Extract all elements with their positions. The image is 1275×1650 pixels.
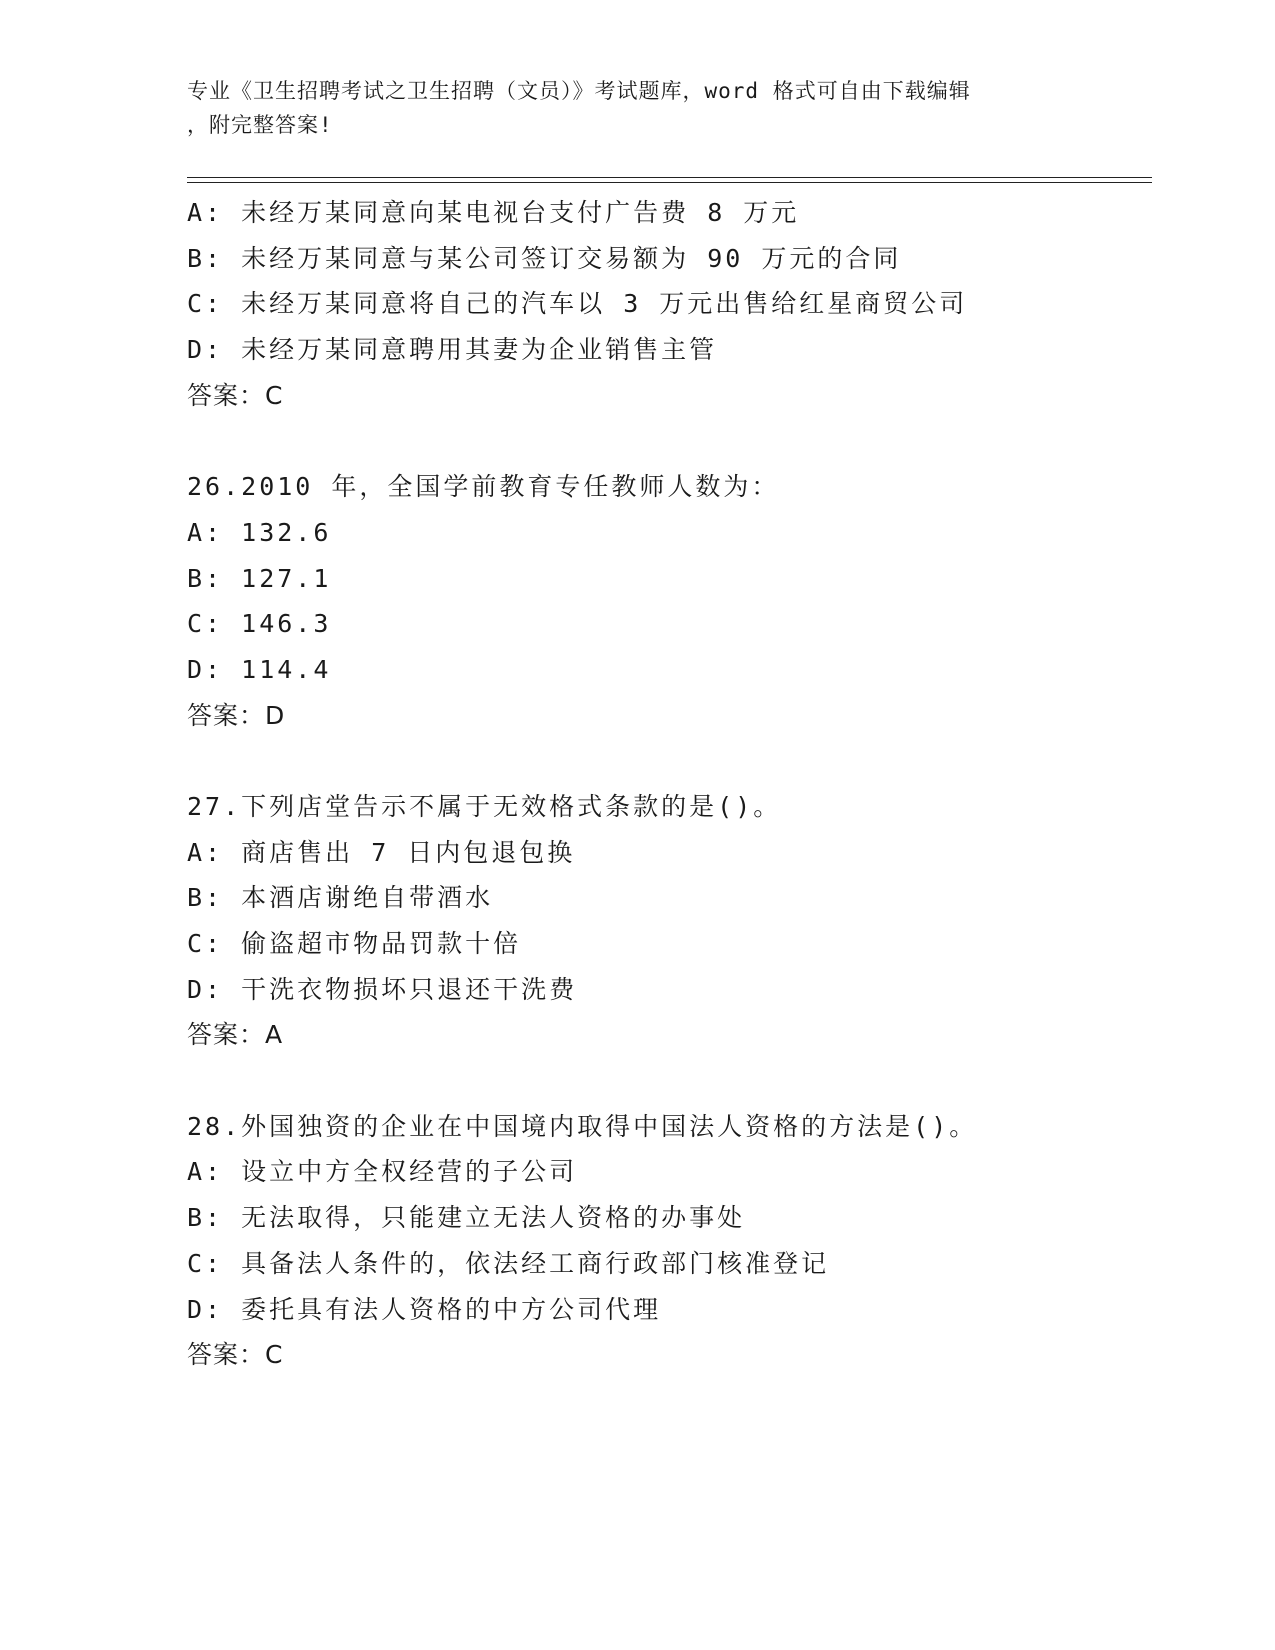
option-b: B: 未经万某同意与某公司签订交易额为 90 万元的合同 <box>187 243 902 273</box>
option-c: C: 未经万某同意将自己的汽车以 3 万元出售给红星商贸公司 <box>187 289 968 319</box>
spacer <box>187 738 1147 784</box>
question-stem: 28.外国独资的企业在中国境内取得中国法人资格的方法是()。 <box>187 1111 978 1141</box>
question-25-continued <box>187 190 1147 418</box>
option-d: D: 委托具有法人资格的中方公司代理 <box>187 1294 662 1324</box>
option-b: B: 本酒店谢绝自带酒水 <box>187 883 494 913</box>
option-d: D: 114.4 <box>187 654 332 684</box>
document-header <box>187 74 1067 142</box>
option-b: B: 无法取得，只能建立无法人资格的办事处 <box>187 1203 746 1233</box>
question-list <box>187 190 1147 1378</box>
option-c: C: 偷盗超市物品罚款十倍 <box>187 929 522 958</box>
question-stem: 27.下列店堂告示不属于无效格式条款的是()。 <box>187 791 782 821</box>
option-a: A: 商店售出 7 日内包退包换 <box>187 837 576 867</box>
spacer <box>187 418 1147 464</box>
option-c: C: 146.3 <box>187 609 332 639</box>
header-title-line-1: 专业《卫生招聘考试之卫生招聘（文员）》考试题库，word 格式可自由下载编辑 <box>187 79 971 103</box>
option-a: A: 设立中方全权经营的子公司 <box>187 1157 578 1187</box>
answer: 答案：C <box>187 1340 284 1370</box>
option-d: D: 未经万某同意聘用其妻为企业销售主管 <box>187 335 718 365</box>
question-26 <box>187 464 1147 738</box>
option-d: D: 干洗衣物损坏只退还干洗费 <box>187 974 578 1004</box>
answer: 答案：A <box>187 1020 284 1050</box>
answer: 答案：C <box>187 380 284 410</box>
option-b: B: 127.1 <box>187 563 332 593</box>
header-title-line-2: ，附完整答案! <box>187 113 333 137</box>
question-stem: 26.2010 年，全国学前教育专任教师人数为： <box>187 472 780 502</box>
spacer <box>187 1058 1147 1104</box>
option-a: A: 132.6 <box>187 517 332 547</box>
header-divider-bottom <box>187 182 1152 183</box>
option-a: A: 未经万某同意向某电视台支付广告费 8 万元 <box>187 198 800 227</box>
question-28 <box>187 1104 1147 1378</box>
option-c: C: 具备法人条件的，依法经工商行政部门核准登记 <box>187 1248 830 1278</box>
answer: 答案：D <box>187 700 286 730</box>
question-27 <box>187 784 1147 1058</box>
header-divider-top <box>187 177 1152 178</box>
